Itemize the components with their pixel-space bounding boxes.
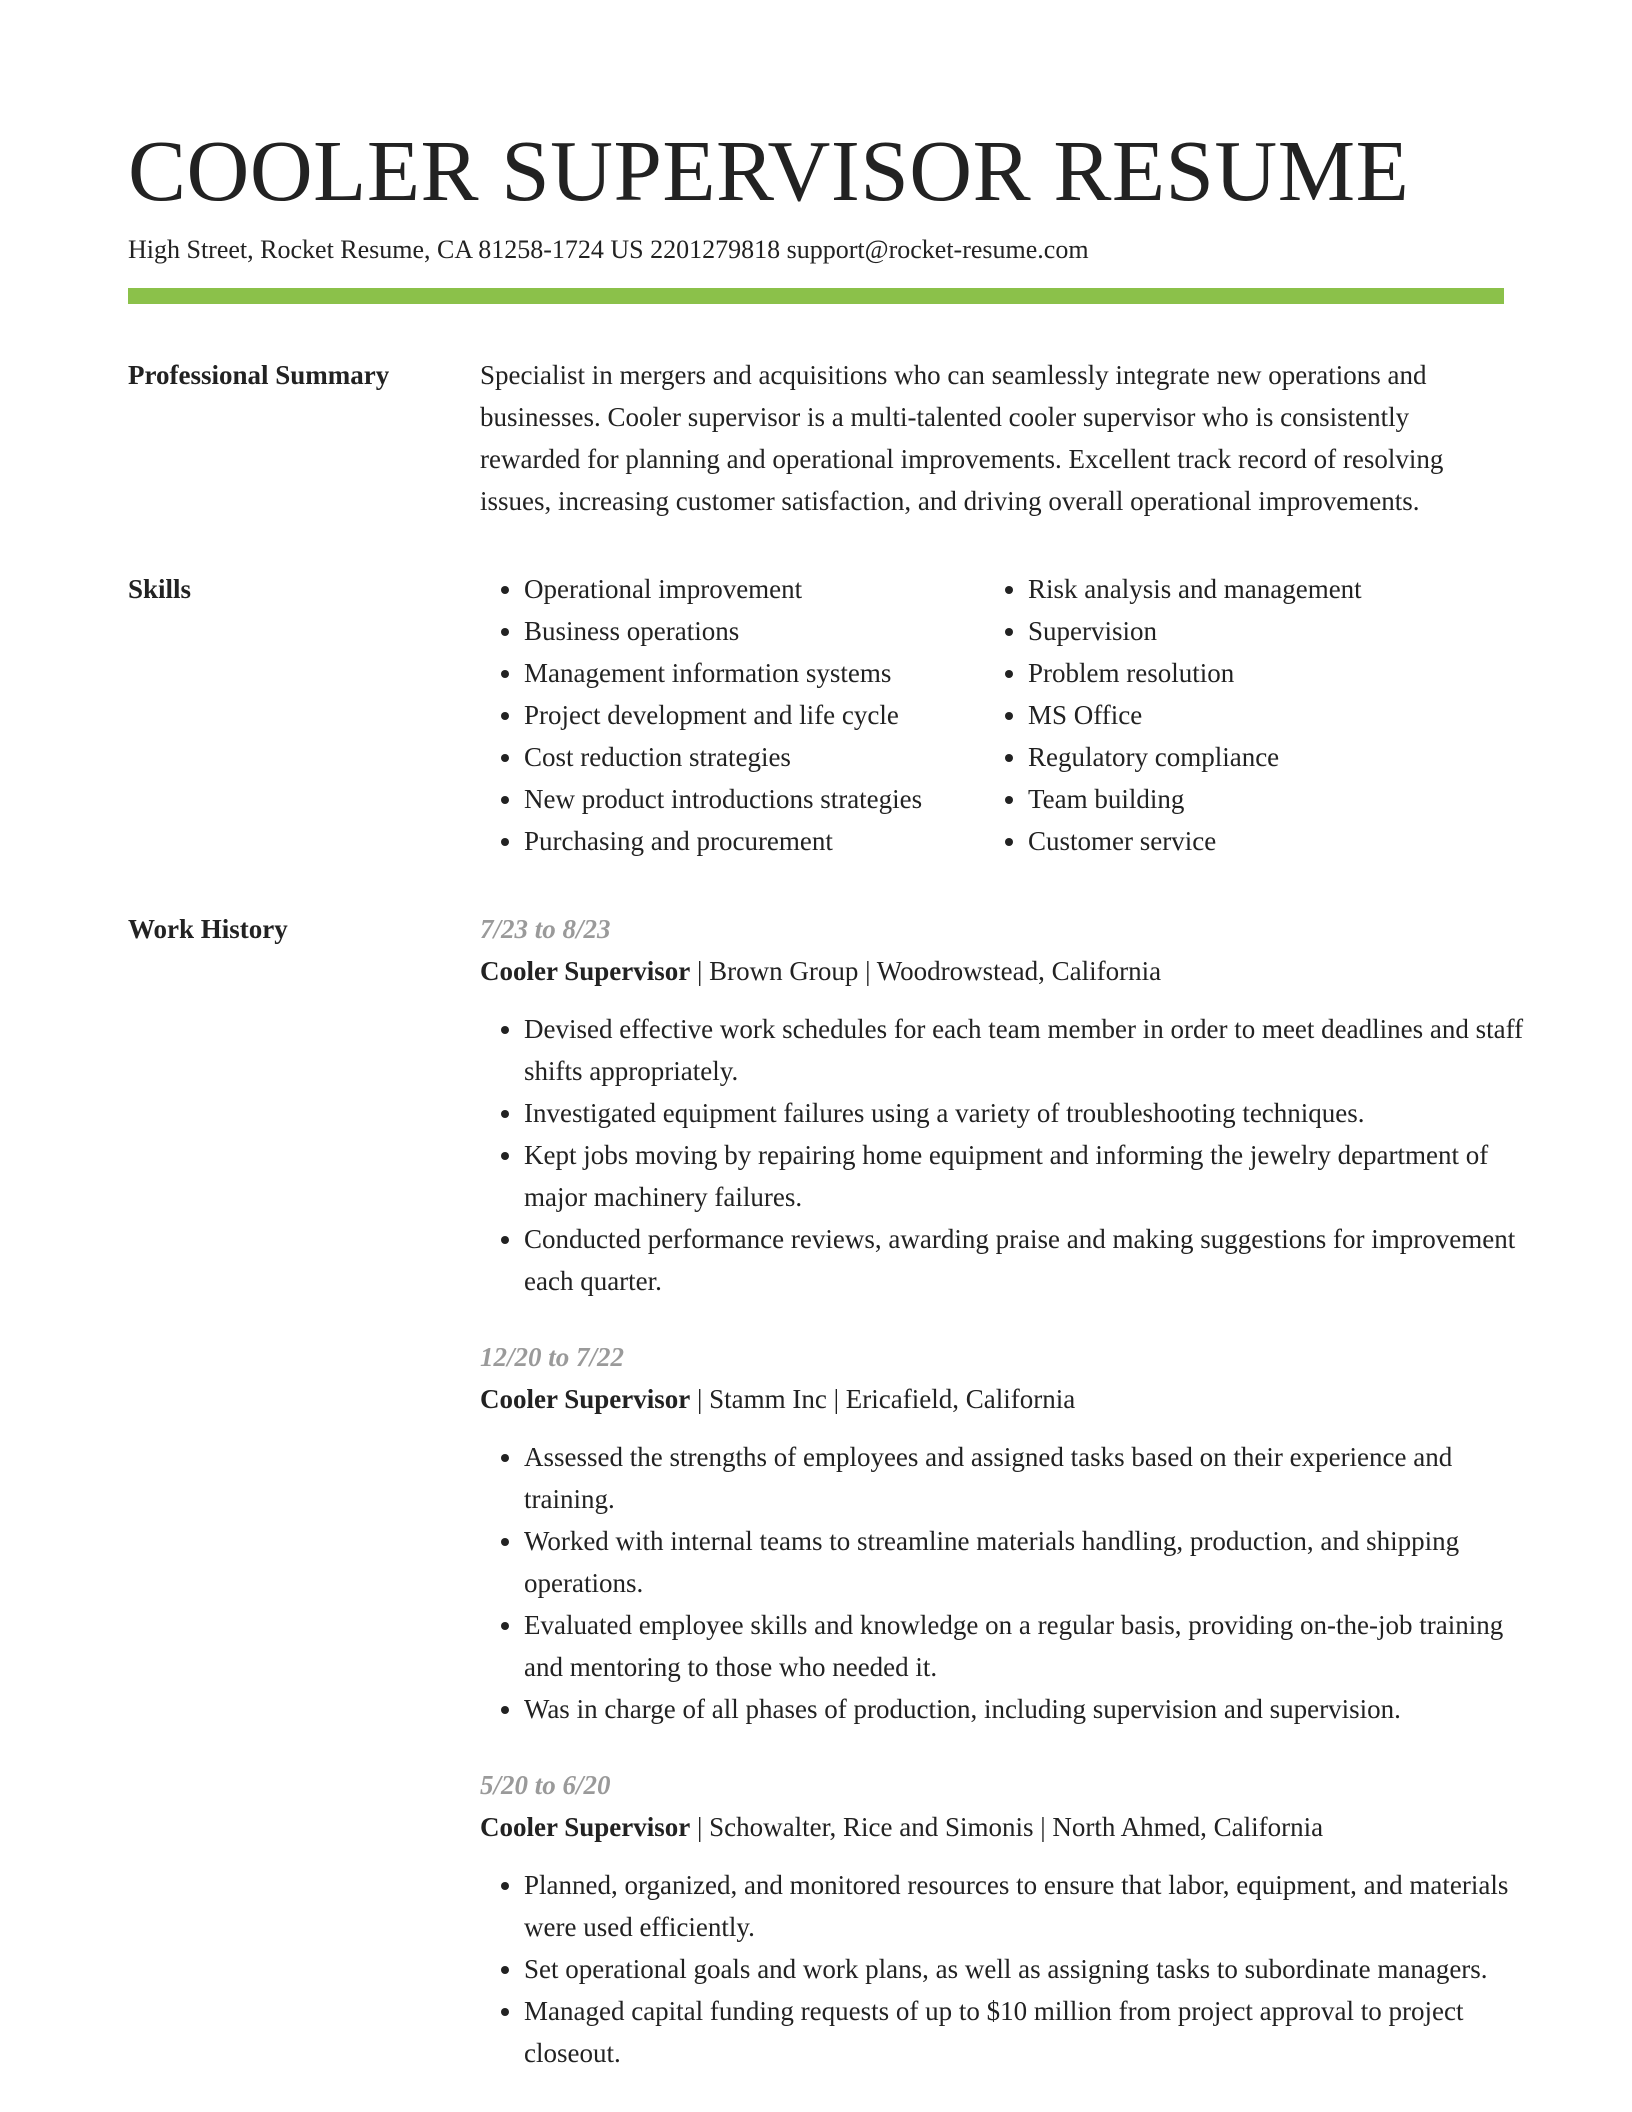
job-details: | Brown Group | Woodrowstead, California bbox=[690, 956, 1162, 986]
summary-heading: Professional Summary bbox=[128, 360, 390, 390]
work-history-section bbox=[128, 908, 1524, 2108]
skill-item: • Regulatory compliance bbox=[1028, 736, 1488, 778]
accent-divider bbox=[128, 288, 1504, 304]
skills-list-right bbox=[984, 568, 1488, 862]
job-details: | Stamm Inc | Ericafield, California bbox=[690, 1384, 1076, 1414]
skill-item: • Operational improvement bbox=[524, 568, 984, 610]
contact-line: High Street, Rocket Resume, CA 81258-1724 US 2201279818 support@rocket-resume.com bbox=[128, 235, 1089, 264]
skills-heading: Skills bbox=[128, 574, 192, 604]
work-history-heading: Work History bbox=[128, 914, 288, 944]
job-bullet: • Conducted performance reviews, awarding praise and making suggestions for improvement each quarter. bbox=[524, 1218, 1524, 1302]
job-bullet: • Devised effective work schedules for each team member in order to meet deadlines and staff shifts appropriately. bbox=[524, 1008, 1524, 1092]
job-dates: 12/20 to 7/22 bbox=[480, 1342, 625, 1372]
page-title: COOLER SUPERVISOR RESUME bbox=[128, 122, 1410, 219]
job-details: | Schowalter, Rice and Simonis | North Ahmed, California bbox=[690, 1812, 1324, 1842]
skill-item: • Business operations bbox=[524, 610, 984, 652]
job-bullet: • Kept jobs moving by repairing home equipment and informing the jewelry department of major machinery failures. bbox=[524, 1134, 1524, 1218]
job-bullet: • Investigated equipment failures using a variety of troubleshooting techniques. bbox=[524, 1092, 1524, 1134]
skill-item: • Cost reduction strategies bbox=[524, 736, 984, 778]
skill-item: • Management information systems bbox=[524, 652, 984, 694]
job-bullets bbox=[480, 1008, 1524, 1302]
job-title: Cooler Supervisor bbox=[480, 1812, 691, 1842]
job-dates: 5/20 to 6/20 bbox=[480, 1770, 611, 1800]
skills-list-left bbox=[480, 568, 984, 862]
job-entry bbox=[480, 1764, 1524, 2074]
job-dates: 7/23 to 8/23 bbox=[480, 914, 611, 944]
job-bullet: • Evaluated employee skills and knowledge on a regular basis, providing on-the-job training and mentoring to those who needed it. bbox=[524, 1604, 1524, 1688]
summary-text: Specialist in mergers and acquisitions who can seamlessly integrate new operations and businesses. Cooler supervisor is a multi-talented cooler supervisor who is consistently rewarded for planning and operational improvements. Excellent track record of resolving issues, increasing customer satisfaction, and driving overall operational improvements. bbox=[480, 360, 1444, 516]
job-bullet: • Worked with internal teams to streamline materials handling, production, and shipping operations. bbox=[524, 1520, 1524, 1604]
skills-section bbox=[128, 568, 1504, 862]
skill-item: • Project development and life cycle bbox=[524, 694, 984, 736]
job-bullet: • Was in charge of all phases of production, including supervision and supervision. bbox=[524, 1688, 1524, 1730]
job-bullets bbox=[480, 1436, 1524, 1730]
skill-item: • Customer service bbox=[1028, 820, 1488, 862]
job-header bbox=[480, 1378, 1524, 1420]
skill-item: • MS Office bbox=[1028, 694, 1488, 736]
job-title: Cooler Supervisor bbox=[480, 1384, 691, 1414]
job-bullet: • Managed capital funding requests of up to $10 million from project approval to project closeout. bbox=[524, 1990, 1524, 2074]
job-entry bbox=[480, 1336, 1524, 1730]
job-bullet: • Planned, organized, and monitored resources to ensure that labor, equipment, and materials were used efficiently. bbox=[524, 1864, 1524, 1948]
skill-item: • Supervision bbox=[1028, 610, 1488, 652]
skill-item: • Risk analysis and management bbox=[1028, 568, 1488, 610]
job-header bbox=[480, 1806, 1524, 1848]
job-entry bbox=[480, 908, 1524, 1302]
skill-item: • Purchasing and procurement bbox=[524, 820, 984, 862]
resume-page bbox=[128, 0, 1524, 2108]
job-header bbox=[480, 950, 1524, 992]
skill-item: • Team building bbox=[1028, 778, 1488, 820]
skill-item: • Problem resolution bbox=[1028, 652, 1488, 694]
job-bullets bbox=[480, 1864, 1524, 2074]
job-bullet: • Assessed the strengths of employees and assigned tasks based on their experience and training. bbox=[524, 1436, 1524, 1520]
skill-item: • New product introductions strategies bbox=[524, 778, 984, 820]
job-title: Cooler Supervisor bbox=[480, 956, 691, 986]
summary-section bbox=[128, 354, 1504, 522]
job-bullet: • Set operational goals and work plans, as well as assigning tasks to subordinate managers. bbox=[524, 1948, 1524, 1990]
